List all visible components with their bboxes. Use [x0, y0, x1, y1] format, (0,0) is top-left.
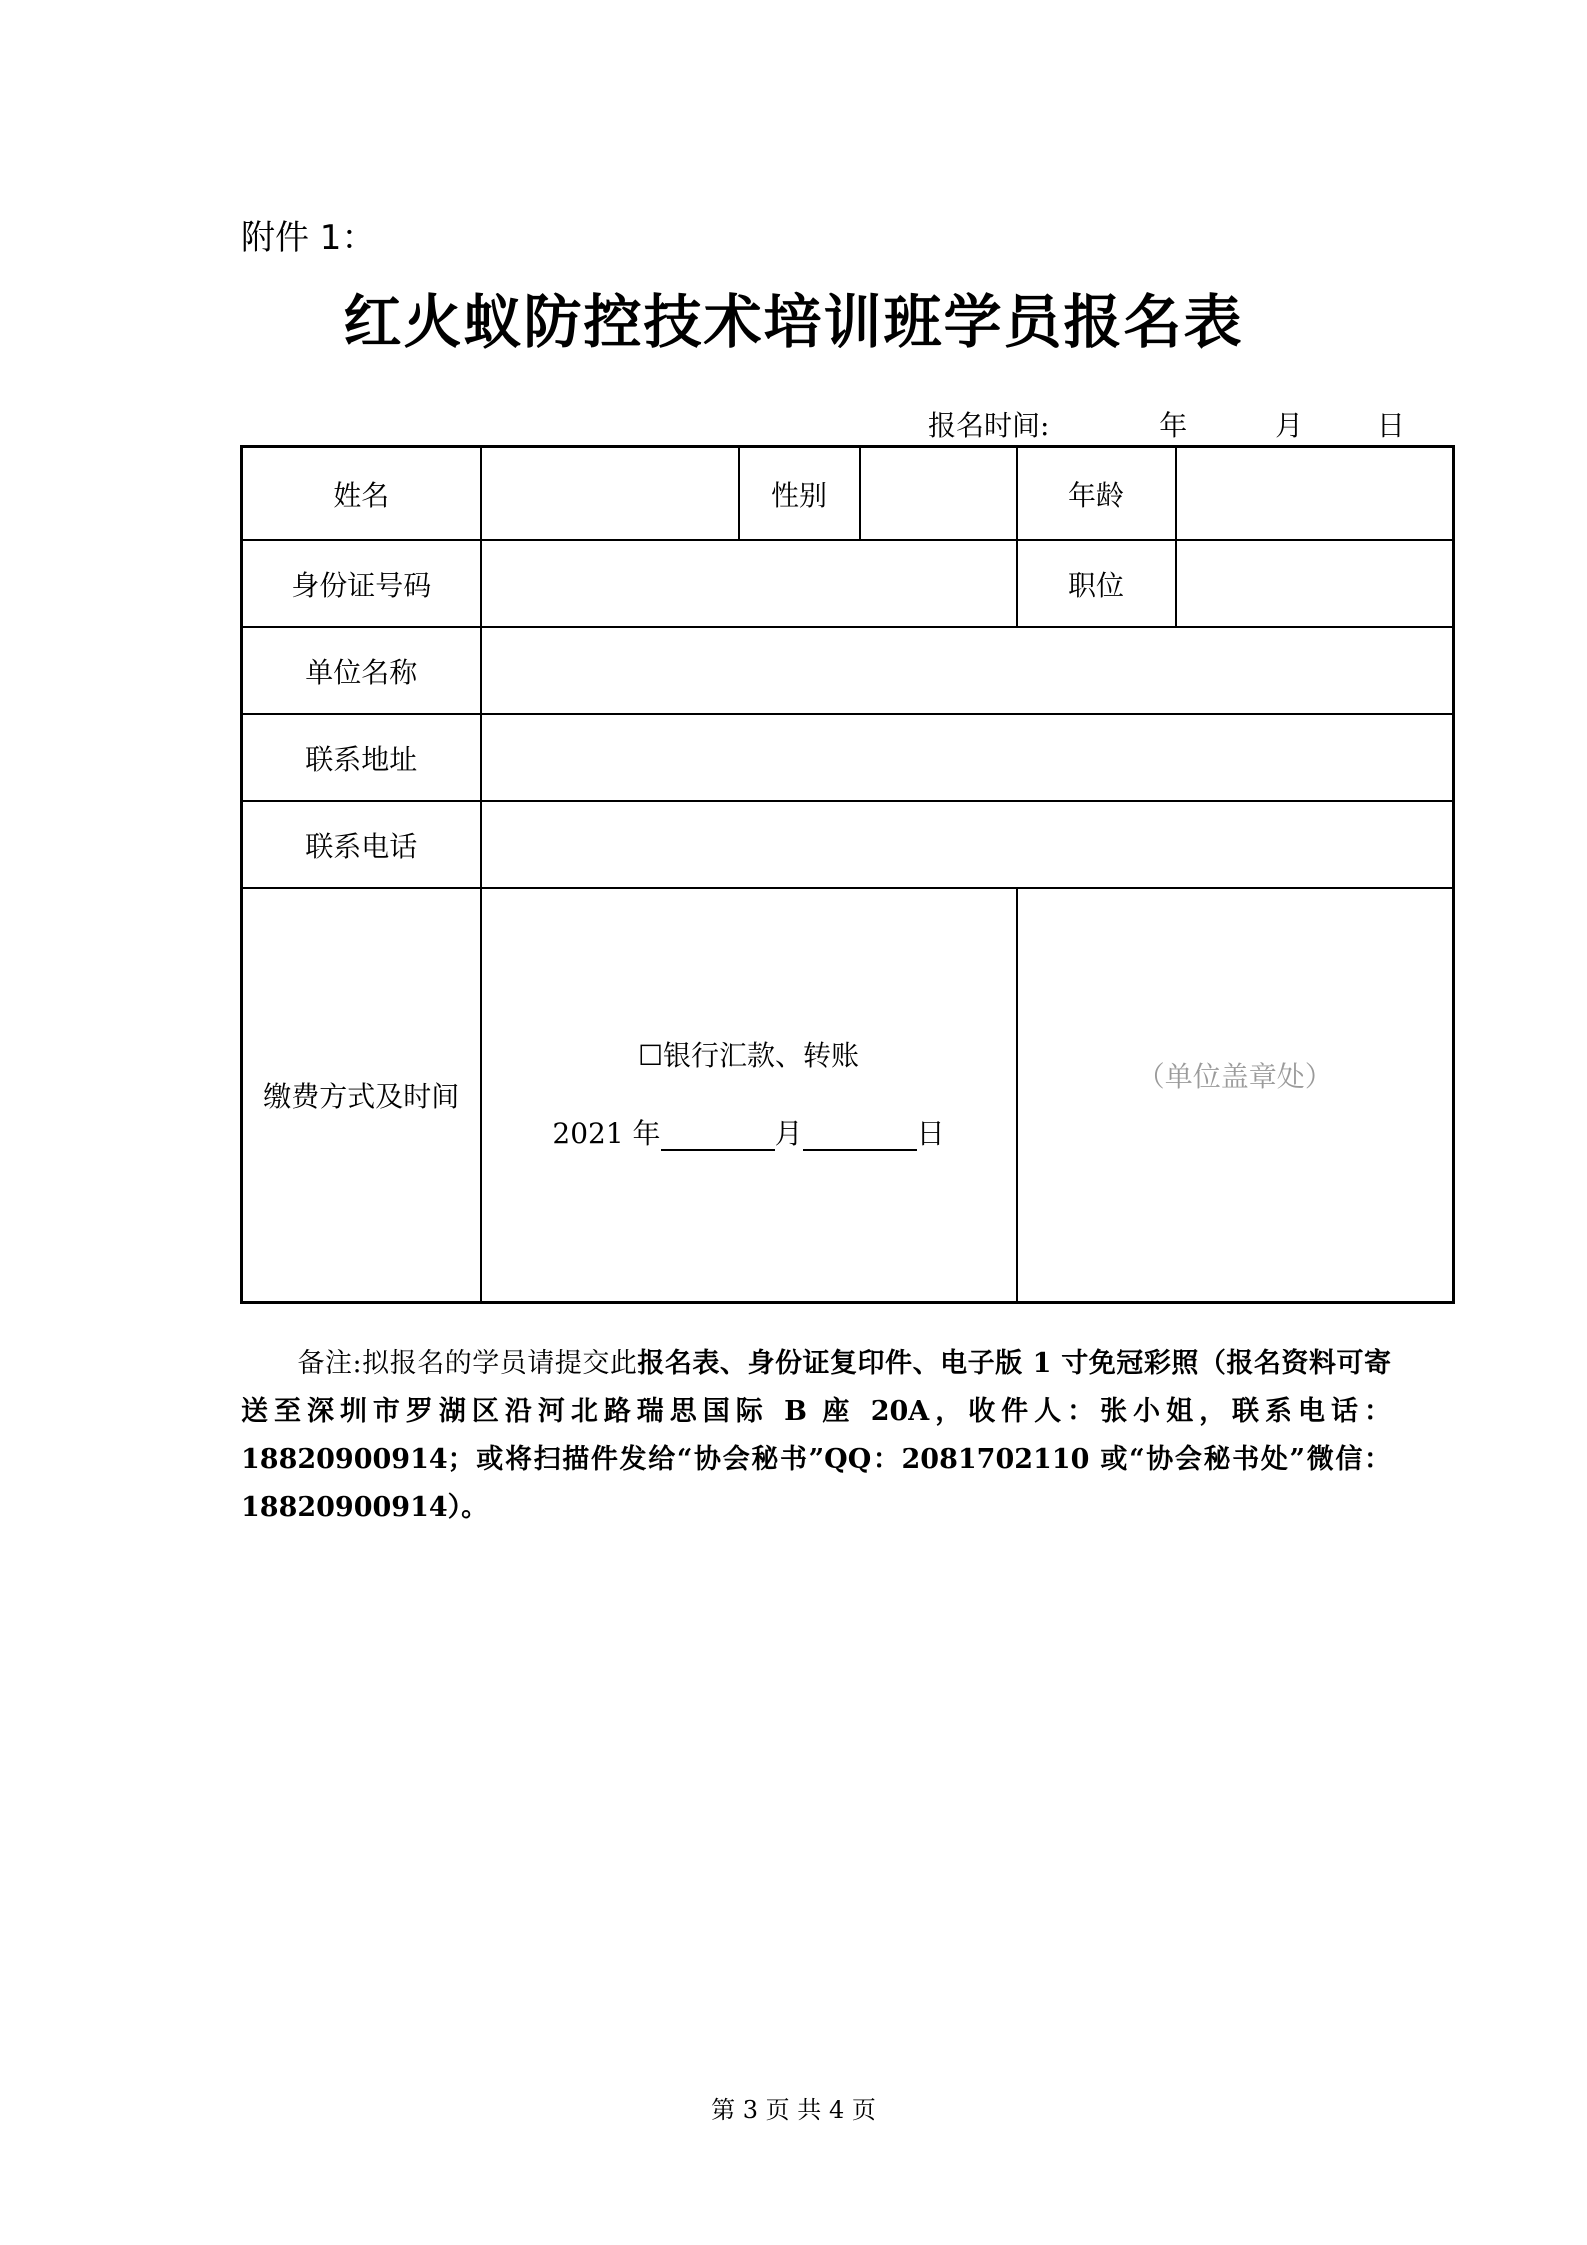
- payment-month-blank[interactable]: [661, 1121, 775, 1151]
- age-field[interactable]: [1176, 447, 1454, 541]
- age-label: 年龄: [1017, 447, 1176, 541]
- position-label: 职位: [1017, 540, 1176, 627]
- phone-label: 联系电话: [242, 801, 481, 888]
- signup-date: [928, 404, 1405, 444]
- name-label: 姓名: [242, 447, 481, 541]
- stamp-label: （单位盖章处）: [1136, 1060, 1333, 1093]
- form-row-id: [242, 540, 1454, 627]
- form-row-payment: [242, 888, 1454, 1303]
- org-field[interactable]: [481, 627, 1454, 714]
- form-row-name: [242, 447, 1454, 541]
- phone-field[interactable]: [481, 801, 1454, 888]
- registration-form-table: [240, 445, 1455, 1304]
- payment-year: 2021 年: [552, 1117, 661, 1150]
- form-row-phone: [242, 801, 1454, 888]
- note-paragraph: [241, 1340, 1391, 1532]
- form-row-org: [242, 627, 1454, 714]
- attachment-label: 附件 1：: [241, 218, 376, 258]
- signup-date-label: 报名时间:: [928, 409, 1050, 442]
- payment-month: 月: [774, 1117, 803, 1150]
- id-field[interactable]: [481, 540, 1017, 627]
- payment-day: 日: [916, 1117, 945, 1150]
- position-field[interactable]: [1176, 540, 1454, 627]
- form-row-address: [242, 714, 1454, 801]
- payment-field[interactable]: [481, 888, 1017, 1303]
- id-label: 身份证号码: [242, 540, 481, 627]
- name-field[interactable]: [481, 447, 739, 541]
- note-bold-text: 报名表、身份证复印件、电子版 1 寸免冠彩照（报名资料可寄送至深圳市罗湖区沿河北路瑞思国际 B 座 20A，收件人：张小姐，联系电话：18820900914；或将扫描件发给“协会秘书”QQ：2081702110 或“协会秘书处”微信：18820900914）。: [241, 1348, 1391, 1523]
- org-label: 单位名称: [242, 627, 481, 714]
- gender-label: 性别: [739, 447, 860, 541]
- signup-date-year: 年: [1159, 409, 1188, 442]
- stamp-area: [1017, 888, 1454, 1303]
- gender-field[interactable]: [860, 447, 1017, 541]
- address-field[interactable]: [481, 714, 1454, 801]
- signup-date-month: 月: [1275, 409, 1304, 442]
- payment-day-blank[interactable]: [803, 1121, 917, 1151]
- payment-box: [482, 1039, 1016, 1150]
- signup-date-day: 日: [1376, 409, 1405, 442]
- page-footer: 第 3 页 共 4 页: [711, 2096, 876, 2124]
- payment-option-checkbox[interactable]: ☐银行汇款、转账: [637, 1039, 860, 1073]
- payment-label: 缴费方式及时间: [242, 888, 481, 1303]
- note-prefix: 备注:拟报名的学员请提交此: [297, 1348, 638, 1379]
- address-label: 联系地址: [242, 714, 481, 801]
- form-title: 红火蚁防控技术培训班学员报名表: [343, 288, 1244, 356]
